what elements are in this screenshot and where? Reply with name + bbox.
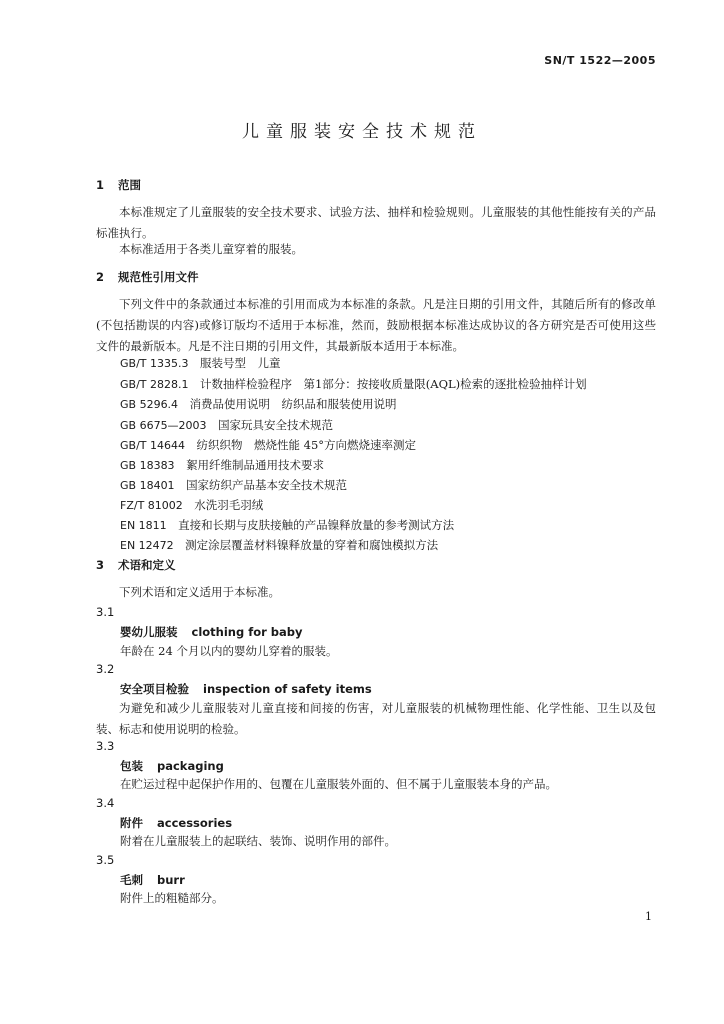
section-1-paragraph-2: 本标准适用于各类儿童穿着的服装。	[119, 242, 303, 256]
term-chinese: 包装	[120, 759, 143, 773]
reference-item	[120, 355, 280, 371]
reference-title: 国家玩具安全技术规范	[218, 418, 334, 432]
term-heading	[120, 681, 372, 697]
reference-item	[120, 376, 587, 392]
section-title: 术语和定义	[118, 558, 176, 572]
reference-code: GB 18401	[120, 479, 175, 492]
reference-item	[120, 497, 263, 513]
term-definition: 附件上的粗糙部分。	[120, 891, 224, 905]
reference-item	[120, 537, 438, 553]
reference-item	[120, 437, 416, 453]
reference-code: EN 12472	[120, 539, 174, 552]
section-1-heading	[96, 176, 141, 194]
term-chinese: 附件	[120, 816, 143, 830]
reference-title: 水洗羽毛羽绒	[194, 498, 264, 512]
reference-item	[120, 477, 347, 493]
term-definition: 年龄在 24 个月以内的婴幼儿穿着的服装。	[120, 644, 338, 658]
reference-item	[120, 457, 324, 473]
reference-code: GB 6675—2003	[120, 419, 207, 432]
reference-item	[120, 417, 333, 433]
reference-code: GB 18383	[120, 459, 175, 472]
term-heading	[120, 758, 224, 774]
reference-code: FZ/T 81002	[120, 499, 183, 512]
term-chinese: 婴幼儿服装	[120, 625, 178, 639]
term-number: 3.2	[96, 662, 115, 676]
section-number: 2	[96, 270, 105, 284]
document-title: 儿童服装安全技术规范	[242, 122, 482, 142]
section-3-intro: 下列术语和定义适用于本标准。	[119, 585, 280, 599]
term-english: accessories	[157, 816, 233, 830]
reference-title: 絮用纤维制品通用技术要求	[186, 458, 325, 472]
reference-title: 纺织织物 燃烧性能 45°方向燃烧速率测定	[196, 438, 417, 452]
term-number: 3.5	[96, 853, 115, 867]
page-number: 1	[645, 910, 652, 923]
reference-code: EN 1811	[120, 519, 167, 532]
reference-code: GB 5296.4	[120, 398, 179, 411]
reference-item	[120, 396, 397, 412]
reference-title: 测定涂层覆盖材料镍释放量的穿着和腐蚀模拟方法	[185, 538, 439, 552]
section-number: 3	[96, 558, 105, 572]
term-heading	[120, 624, 303, 640]
section-title: 规范性引用文件	[118, 270, 199, 284]
term-heading	[120, 872, 185, 888]
section-2-intro: 下列文件中的条款通过本标准的引用而成为本标准的条款。凡是注日期的引用文件，其随后所有的修改单(不包括勘误的内容)或修订版均不适用于本标准，然而，鼓励根据本标准达成协议的各方研究是否可使用这些文件的最新版本。凡是不注日期的引用文件，其最新版本适用于本标准。	[96, 297, 656, 353]
section-2-heading	[96, 268, 199, 286]
reference-code: GB/T 2828.1	[120, 378, 189, 391]
term-number: 3.4	[96, 796, 115, 810]
reference-code: GB/T 14644	[120, 439, 185, 452]
section-number: 1	[96, 178, 105, 192]
term-english: packaging	[157, 759, 224, 773]
reference-title: 国家纺织产品基本安全技术规范	[186, 478, 348, 492]
term-english: clothing for baby	[191, 625, 303, 639]
reference-title: 服装号型 儿童	[199, 356, 281, 370]
section-3-heading	[96, 556, 176, 574]
reference-item	[120, 517, 454, 533]
section-title: 范围	[118, 178, 141, 192]
term-english: burr	[157, 873, 185, 887]
term-number: 3.3	[96, 739, 115, 753]
term-chinese: 毛刺	[120, 873, 143, 887]
term-chinese: 安全项目检验	[120, 682, 189, 696]
term-heading	[120, 815, 232, 831]
standard-number: SN/T 1522—2005	[544, 54, 656, 67]
term-number: 3.1	[96, 605, 115, 619]
term-english: inspection of safety items	[203, 682, 372, 696]
reference-code: GB/T 1335.3	[120, 357, 189, 370]
reference-title: 消费品使用说明 纺织品和服装使用说明	[189, 397, 397, 411]
term-definition: 附着在儿童服装上的起联结、装饰、说明作用的部件。	[120, 834, 396, 848]
reference-title: 计数抽样检验程序 第1部分：按接收质量限(AQL)检索的逐批检验抽样计划	[199, 377, 587, 391]
term-definition: 在贮运过程中起保护作用的、包覆在儿童服装外面的、但不属于儿童服装本身的产品。	[120, 777, 557, 791]
term-definition: 为避免和减少儿童服装对儿童直接和间接的伤害，对儿童服装的机械物理性能、化学性能、卫生以及包装、标志和使用说明的检验。	[96, 701, 656, 736]
reference-title: 直接和长期与皮肤接触的产品镍释放量的参考测试方法	[178, 518, 455, 532]
section-1-paragraph-1: 本标准规定了儿童服装的安全技术要求、试验方法、抽样和检验规则。儿童服装的其他性能按有关的产品标准执行。	[96, 205, 656, 240]
